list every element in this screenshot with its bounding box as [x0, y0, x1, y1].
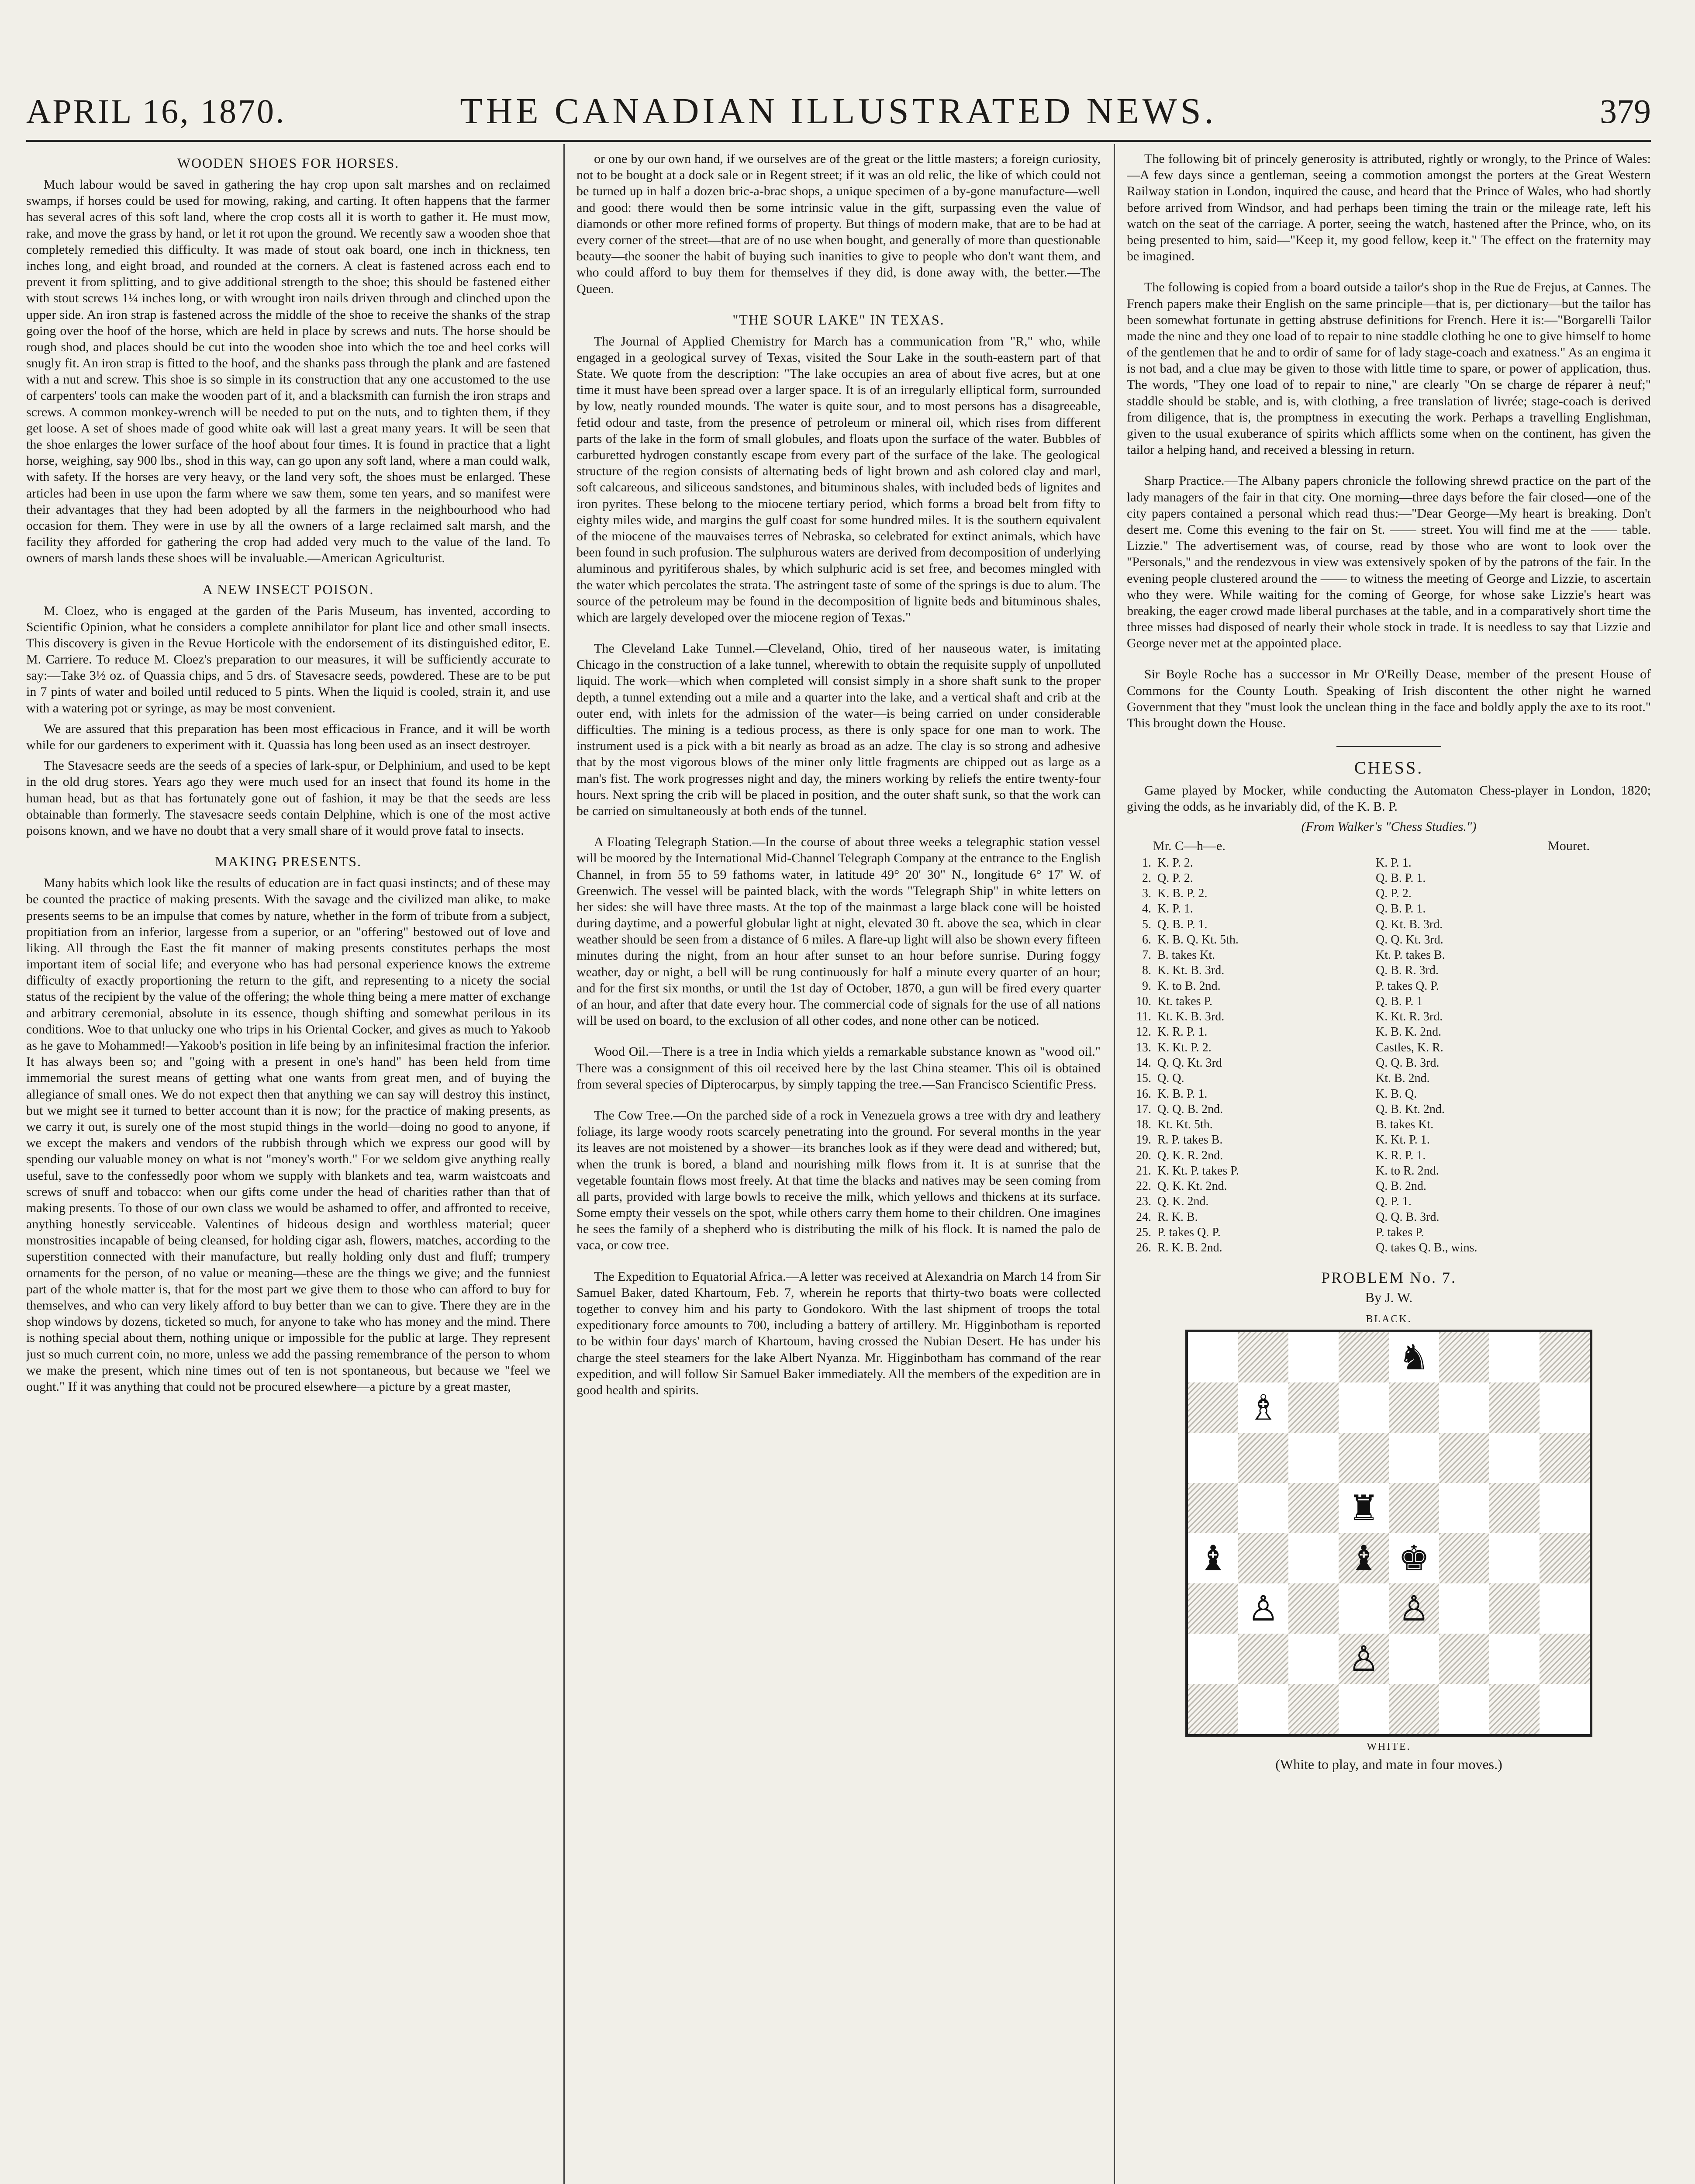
white-move: K. Kt. P. 2. [1157, 1040, 1212, 1054]
board-square [1188, 1332, 1238, 1382]
article-paragraph: The Stavesacre seeds are the seeds of a species of lark-spur, or Delphinium, and used to be kept in the old drug stores. Years ago they were much used for an insect that found its home in the human head, but as that has fortunately gone out of fashion, it may be that the seeds are less obtainable than formerly. The stavesacre seeds contain Delphine, which is one of the most active poisons known, and we have no doubt that a very small share of it would prove fatal to insects. [26, 758, 550, 838]
board-square [1389, 1433, 1439, 1483]
white-move: Q. B. P. 1. [1157, 917, 1208, 931]
white-move: K. B. P. 1. [1157, 1087, 1208, 1101]
move-row [1127, 1163, 1651, 1178]
black-move: K. B. Q. [1376, 1087, 1417, 1101]
article [577, 640, 1101, 819]
article-paragraph: The Cleveland Lake Tunnel.—Cleveland, Ohio, tired of her nauseous water, is imitating Chicago in the construction of a lake tunnel, wherewith to obtain the requisite supply of unpolluted liquid. The work—which when completed will consist simply in a shore shaft sunk to the proper depth, a tunnel extending out a mile and a quarter into the lake, and a vertical shaft and crib at the outer end, with inlets for the admission of the water—is being carried on under considerable difficulties. The mining is a tedious process, as there is only space for one man to work. The instrument used is a pick with a bit nearly as broad as an adze. The clay is so strong and adhesive that by the most vigorous blows of the miner only little fragments are chipped out as large as a man's fist. The work progresses night and day, the miners working by reliefs the entire twenty-four hours. Next spring the crib will be placed in position, and the outer shaft sunk, so that the work can be carried on simultaneously at both ends of the tunnel. [577, 641, 1101, 818]
move-row [1127, 871, 1651, 886]
board-square [1339, 1684, 1389, 1734]
black-move: Q. Q. B. 3rd. [1376, 1210, 1440, 1224]
white-move: P. takes Q. P. [1157, 1225, 1221, 1239]
move-number: 14. [1136, 1056, 1151, 1070]
board-square [1238, 1583, 1288, 1634]
board-square [1439, 1382, 1489, 1433]
moves-header [1127, 839, 1651, 854]
article [577, 312, 1101, 625]
chess-piece-icon: ♙ [1348, 1638, 1380, 1679]
white-move: K. P. 2. [1157, 856, 1193, 870]
move-number: 4. [1142, 902, 1151, 916]
black-move: Q. Q. B. 3rd. [1376, 1056, 1440, 1070]
article-paragraph: Sir Boyle Roche has a successor in Mr O'Reilly Dease, member of the present House of Commons for the County Louth. Speaking of Irish discontent the other night he warned Government that they "must look the unclean thing in the face and boldly apply the axe to its root." This brought down the House. [1127, 667, 1651, 730]
black-move: Q. B. R. 3rd. [1376, 964, 1439, 978]
article-paragraph: The Journal of Applied Chemistry for March has a communication from "R," who, while engaged in a geological survey of Texas, visited the Sour Lake in the south-eastern part of that State. We quote from the description: "The lake occupies an area of about five acres, but at one time it must have been spread over a larger space. It is of an irregularly elliptical form, surrounded by low, neatly rounded mounds. The water is quite sour, and to most persons has a disagreeable, fetid odour and taste, from the presence of petroleum or mineral oil, which rises from different parts of the lake in the form of small globules, and floats upon the surface of the water. Bubbles of carburetted hydrogen constantly escape from every part of the surface of the lake. The geological structure of the region consists of alternating beds of light brown and ash colored clay and marl, soft calcareous, and siliceous sandstones, and bituminous shales, with included beds of lignites and iron pyrites. These belong to the miocene tertiary period, which forms a broad belt from fifty to eighty miles wide, and margins the gulf coast for some hundred miles. It is the southern equivalent of the miocene of the mauvaises terres of Nebraska, so celebrated for extinct animals, which have been found in such profusion. The sulphurous waters are derived from decomposition of underlying aluminous and pyritiferous shales, by which sulphuric acid is set free, and becomes mingled with the water which percolates the strata. The astringent taste of some of the springs is due to alum. The source of the petroleum may be found in the decomposition of lignite beds and bituminous shales, which are largely developed over the miocene region of Texas." [577, 334, 1101, 625]
chess-piece-icon: ♙ [1398, 1588, 1430, 1629]
move-number: 8. [1142, 964, 1151, 978]
board-square [1540, 1382, 1590, 1433]
board-square [1339, 1433, 1389, 1483]
board-square [1389, 1483, 1439, 1533]
problem-author: By J. W. [1365, 1289, 1413, 1306]
white-move: K. Kt. B. 3rd. [1157, 964, 1225, 978]
chess-piece-icon: ♗ [1247, 1387, 1279, 1428]
article [1127, 473, 1651, 651]
article [577, 1107, 1101, 1254]
board-square [1489, 1332, 1540, 1382]
move-number: 26. [1136, 1241, 1151, 1255]
move-number: 11. [1136, 1010, 1151, 1024]
black-move: P. takes P. [1376, 1225, 1424, 1239]
board-square [1489, 1583, 1540, 1634]
move-row [1127, 1209, 1651, 1225]
move-row [1127, 994, 1651, 1009]
board-square [1389, 1583, 1439, 1634]
move-list [1127, 855, 1651, 1256]
move-number: 17. [1136, 1102, 1151, 1116]
article [26, 854, 550, 1395]
board-square [1439, 1684, 1489, 1734]
black-move: Q. Q. Kt. 3rd. [1376, 933, 1443, 947]
page-number: 379 [1600, 92, 1651, 130]
black-move: Q. B. 2nd. [1376, 1179, 1426, 1193]
article-paragraph: Wood Oil.—There is a tree in India which yields a remarkable substance known as "wood oil." There was a consignment of this oil received here by the last China steamer. This oil is obtained from several species of Dipterocarpus, by simply tapping the tree.—San Francisco Scientific Press. [577, 1044, 1101, 1092]
board-square [1238, 1382, 1288, 1433]
board-square [1339, 1483, 1389, 1533]
board-square [1389, 1533, 1439, 1583]
move-row [1127, 1148, 1651, 1163]
move-row [1127, 1240, 1651, 1255]
white-move: K. R. P. 1. [1157, 1025, 1208, 1039]
move-row [1127, 1132, 1651, 1147]
problem-title: PROBLEM No. 7. [1321, 1269, 1457, 1287]
move-number: 10. [1136, 994, 1151, 1008]
column-1 [26, 151, 550, 2184]
article [1127, 279, 1651, 458]
board-square [1339, 1382, 1389, 1433]
article [577, 1044, 1101, 1092]
black-move: Q. B. P. 1. [1376, 902, 1426, 916]
white-move: K. to B. 2nd. [1157, 979, 1221, 993]
move-row [1127, 901, 1651, 916]
board-square [1339, 1332, 1389, 1382]
problem-section [1127, 1268, 1651, 1773]
board-square [1540, 1533, 1590, 1583]
board-square [1188, 1583, 1238, 1634]
white-move: Q. Q. Kt. 3rd [1157, 1056, 1222, 1070]
chess-intro: Game played by Mocker, while conducting the Automaton Chess-player in London, 1820; giving the odds, as he invariably did, of the K. B. P. [1127, 783, 1651, 814]
move-number: 7. [1142, 948, 1151, 962]
move-number: 22. [1136, 1179, 1151, 1193]
board-square [1489, 1684, 1540, 1734]
white-move: Kt. K. B. 3rd. [1157, 1010, 1225, 1024]
board-square [1288, 1382, 1339, 1433]
article [577, 151, 1101, 297]
move-row [1127, 1024, 1651, 1040]
board-square [1439, 1634, 1489, 1684]
chess-section [1127, 757, 1651, 1255]
article [577, 1268, 1101, 1399]
white-label: WHITE. [1367, 1741, 1411, 1753]
chess-piece-icon: ♝ [1197, 1538, 1229, 1579]
board-square [1389, 1382, 1439, 1433]
move-number: 13. [1136, 1040, 1151, 1054]
black-move: Q. takes Q. B., wins. [1376, 1241, 1478, 1255]
move-number: 1. [1142, 856, 1151, 870]
newspaper-title: THE CANADIAN ILLUSTRATED NEWS. [460, 91, 1217, 131]
move-row [1127, 963, 1651, 978]
article-paragraph: Sharp Practice.—The Albany papers chronicle the following shrewd practice on the part of the lady managers of the fair in that city. One morning—three days before the fair closed—one of the city papers contained a personal which read thus:—"Dear George—My heart is breaking. Don't desert me. Come this evening to the fair on St. —— street. You will find me at the —— table. Lizzie." The advertisement was, of course, read by those who are wont to look over the "Personals," and the rendezvous in view was extensively spoken of by the patrons of the fair. In the evening people clustered around the —— to witness the meeting of George and Lizzie, to ascertain who they were. While waiting for the coming of George, for whose sake Lizzie's heart was breaking, the eager crowd made liberal purchases at the table, and in a comparatively short time the three misses had disposed of nearly their whole stock in trade. It is needless to say that Lizzie and George never met at the appointed place. [1127, 473, 1651, 651]
column-divider [563, 144, 565, 2184]
article [1127, 666, 1651, 731]
article-headline: "THE SOUR LAKE" IN TEXAS. [732, 311, 945, 328]
masthead-rule [26, 140, 1651, 142]
white-move: Q. K. Kt. 2nd. [1157, 1179, 1227, 1193]
black-move: K. Kt. P. 1. [1376, 1133, 1430, 1147]
article-paragraph: The following is copied from a board outside a tailor's shop in the Rue de Frejus, at Cannes. The French papers make their English on the same principle—that is, per dictionary—but the tailor has been somewhat fortunate in getting abstruse definitions for French. Here it is:—"Borgarelli Tailor made the nine and they one load of to repair to nine staddle clothing he one to give himself to home of the gentlemen that he and to ordir of same for of lady stage-coach and exatness." As an engima it is not bad, and a clue may be given to those with little time to spare, or power of application, thus. The words, "They one load of to repair to nine," are clearly "On se charge de réparer à neuf;" staddle should be stable, and is, with clothing, a free translation of livrée; stage-coach is derived from diligence, that is, the promptness in executing the work. Perhaps a travelling Englishman, given to the usual exuberance of spirits which afflicts some when on the continent, has given the tailor a helping hand, and received a blessing in return. [1127, 280, 1651, 457]
board-square [1540, 1332, 1590, 1382]
article-paragraph: The Expedition to Equatorial Africa.—A letter was received at Alexandria on March 14 from Sir Samuel Baker, dated Khartoum, Feb. 7, wherein he reports that thirty-two boats were collected together to convey him and his party to Gondokoro. With the last shipment of troops the total expeditionary force amounts to 700, including a battery of artillery. Mr. Higginbotham is reported to be within four days' march of Khartoum, having crossed the Nubian Desert. He has under his charge the steel steamers for the lake Albert Nyanza. Mr. Higginbotham has command of the rear expedition, and will follow Sir Samuel Baker immediately. All the members of the expedition are in good health and spirits. [577, 1269, 1101, 1397]
black-move: Castles, K. R. [1376, 1040, 1443, 1054]
board-square [1288, 1433, 1339, 1483]
white-move: K. B. Q. Kt. 5th. [1157, 933, 1239, 947]
article [26, 581, 550, 839]
move-row [1127, 978, 1651, 994]
board-square [1439, 1533, 1489, 1583]
black-move: Q. B. P. 1 [1376, 994, 1423, 1008]
move-row [1127, 1194, 1651, 1209]
masthead [26, 83, 1651, 149]
white-move: R. P. takes B. [1157, 1133, 1223, 1147]
board-square [1489, 1483, 1540, 1533]
board-square [1288, 1533, 1339, 1583]
board-square [1339, 1583, 1389, 1634]
board-square [1389, 1684, 1439, 1734]
article-paragraph: We are assured that this preparation has been most efficacious in France, and it will be worth while for our gardeners to experiment with it. Quassia has long been used as an insect destroyer. [26, 721, 550, 752]
chess-board [1185, 1330, 1592, 1737]
section-separator [1336, 746, 1441, 747]
article-paragraph: The following bit of princely generosity is attributed, rightly or wrongly, to the Prince of Wales:—A few days since a gentleman, seeing a commotion amongst the porters at the Great Western Railway station in London, inquired the cause, and heard that the Prince of Wales, who had shortly before arrived from Windsor, and had perhaps been timing the train or the mileage rate, left his watch on the seat of the carriage. A porter, seeing the watch, hastened after the Prince, who, on its being presented to him, said—"Keep it, my good fellow, keep it." The effect on the fraternity may be imagined. [1127, 152, 1651, 264]
chess-source: (From Walker's "Chess Studies.") [1301, 819, 1477, 834]
black-move: Kt. B. 2nd. [1376, 1071, 1430, 1085]
chess-piece-icon: ♝ [1348, 1538, 1380, 1579]
move-row [1127, 1009, 1651, 1024]
board-square [1439, 1332, 1489, 1382]
white-move: Kt. Kt. 5th. [1157, 1118, 1213, 1132]
article-headline: A NEW INSECT POISON. [202, 581, 374, 597]
black-move: Q. Kt. B. 3rd. [1376, 917, 1443, 931]
black-player: Mouret. [1548, 838, 1590, 853]
article-paragraph: or one by our own hand, if we ourselves are of the great or the little masters; a foreign curiosity, not to be bought at a dock sale or in Regent street; if it was an old relic, the like of which could not be turned up in half a dozen bric-a-brac shops, a unique specimen of a by-gone manufacture—well and good: there would then be some intrinsic value in the gift, surpassing even the value of diamonds or other more refined forms of property. But things of modern make, that are to be had at every corner of the street—that are of no use when bought, and generally of more than questionable beauty—the sooner the habit of buying such inanities to give to people who don't want them, and who could afford to buy them for themselves if they did, is done away with, the better.—The Queen. [577, 152, 1101, 296]
board-square [1288, 1332, 1339, 1382]
move-row [1127, 1102, 1651, 1117]
board-square [1238, 1684, 1288, 1734]
article-paragraph: A Floating Telegraph Station.—In the course of about three weeks a telegraphic station vessel will be moored by the International Mid-Channel Telegraph Company at the entrance to the English Channel, in from 55 to 59 fathoms water, in latitude 49° 20' 30" N., longitude 6° 17' W. of Greenwich. The vessel will be painted black, with the words "Telegraph Ship" in white letters on her sides: she will have three masts. At the top of the mainmast a large black cone will be hoisted during daytime, and a powerful globular light at night, elevated 30 ft. above the sea, which in clear weather should be seen from a distance of 6 miles. A flare-up light will also be shown every fifteen minutes during the night, from an hour after sunset to an hour before sunrise. During foggy weather, day or night, a bell will be rung continuously for half a minute every quarter of an hour; and for the first six months, or until the 1st day of October, 1870, a gun will be fired every quarter of an hour, and after that date every hour. The commercial code of signals for the use of all nations will be used on board, to the exclusion of all other codes, and none other can be noticed. [577, 835, 1101, 1028]
board-square [1238, 1533, 1288, 1583]
move-row [1127, 1117, 1651, 1132]
board-square [1339, 1533, 1389, 1583]
white-player: Mr. C—h—e. [1153, 838, 1226, 853]
move-row [1127, 1086, 1651, 1102]
black-move: B. takes Kt. [1376, 1118, 1434, 1132]
black-move: K. to R. 2nd. [1376, 1164, 1439, 1178]
white-move: Q. K. R. 2nd. [1157, 1148, 1223, 1162]
move-row [1127, 855, 1651, 871]
column-2 [577, 151, 1101, 2184]
move-number: 12. [1136, 1025, 1151, 1039]
move-number: 25. [1136, 1225, 1151, 1239]
board-square [1238, 1332, 1288, 1382]
black-label: BLACK. [1366, 1313, 1412, 1325]
board-square [1489, 1433, 1540, 1483]
board-square [1439, 1433, 1489, 1483]
move-row [1127, 1178, 1651, 1194]
move-number: 15. [1136, 1071, 1151, 1085]
board-square [1389, 1332, 1439, 1382]
white-move: Q. Q. B. 2nd. [1157, 1102, 1223, 1116]
article [1127, 151, 1651, 264]
article-headline: WOODEN SHOES FOR HORSES. [177, 155, 400, 171]
white-move: Q. P. 2. [1157, 871, 1193, 885]
board-square [1439, 1483, 1489, 1533]
white-move: K. B. P. 2. [1157, 887, 1208, 901]
board-square [1288, 1684, 1339, 1734]
black-move: K. P. 1. [1376, 856, 1412, 870]
white-move: R. K. B. 2nd. [1157, 1241, 1222, 1255]
move-number: 5. [1142, 917, 1151, 931]
white-move: R. K. B. [1157, 1210, 1198, 1224]
move-number: 2. [1142, 871, 1151, 885]
board-square [1540, 1634, 1590, 1684]
black-move: K. Kt. R. 3rd. [1376, 1010, 1443, 1024]
board-square [1540, 1684, 1590, 1734]
black-move: Q. P. 1. [1376, 1195, 1412, 1209]
board-square [1489, 1634, 1540, 1684]
white-move: Q. Q. [1157, 1071, 1184, 1085]
board-square [1540, 1583, 1590, 1634]
move-number: 23. [1136, 1195, 1151, 1209]
issue-date: APRIL 16, 1870. [26, 92, 286, 130]
board-square [1489, 1533, 1540, 1583]
move-number: 6. [1142, 933, 1151, 947]
board-square [1238, 1433, 1288, 1483]
white-move: K. P. 1. [1157, 902, 1193, 916]
white-move: K. Kt. P. takes P. [1157, 1164, 1239, 1178]
move-number: 19. [1136, 1133, 1151, 1147]
move-number: 24. [1136, 1210, 1151, 1224]
board-square [1188, 1684, 1238, 1734]
black-move: Q. B. P. 1. [1376, 871, 1426, 885]
black-move: Kt. P. takes B. [1376, 948, 1445, 962]
move-row [1127, 1055, 1651, 1071]
board-square [1288, 1634, 1339, 1684]
move-row [1127, 947, 1651, 963]
white-move: Kt. takes P. [1157, 994, 1212, 1008]
black-move: Q. P. 2. [1376, 887, 1412, 901]
article [26, 155, 550, 567]
article-paragraph: Much labour would be saved in gathering the hay crop upon salt marshes and on reclaimed swamps, if horses could be used for mowing, raking, and carting. It often happens that the farmer has several acres of this soft land, where the crop costs all it is worth to gather it. He must mow, rake, and move the grass by hand, or let it rot upon the ground. We recently saw a wooden shoe that completely remedied this difficulty. It was made of stout oak board, one inch in thickness, ten inches long, and eight broad, and rounded at the corners. A cleat is fastened across each end to prevent it from splitting, and to give additional strength to the shoe; this should be fastened either with stout screws 1¼ inches long, or with wrought iron nails driven through and clinched upon the upper side. An iron strap is fastened across the middle of the shoe to receive the shanks of the strap going over the hoof of the horse, which are held in place by screws and nuts. The horse should be rough shod, and places should be cut into the wooden shoe into which the toe and heel corks will snugly fit. An iron strap is fitted to the hoof, and the shanks pass through the plank and are fastened with a nut and screw. This shoe is so simple in its construction that any one accustomed to the use of carpenters' tools can make the wooden part of it, and a blacksmith can furnish the iron straps and screws. A common monkey-wrench will be needed to put on the nuts, and to tighten them, if they get loose. A set of shoes made of good white oak will last a great many years. It will be seen that the shoe enlarges the lower surface of the hoof about four times. It is found in practice that a light horse, weighing, say 900 lbs., shod in this way, can go upon any soft land, where a man could walk, with safety. If the horses are very heavy, or the land very soft, the shoes must be enlarged. These articles had been in use upon the farm where we saw them, some ten years, and so manifest were their advantages that they had been adopted by all the farmers in the neighbourhood who had occasion for them. They were in use by all the owners of a large reclaimed salt marsh, and the facility they afforded for gathering the crop had added very much to the value of the land. To owners of marsh lands these shoes will be invaluable.—American Agriculturist. [26, 177, 550, 566]
move-row [1127, 1225, 1651, 1240]
move-row [1127, 1040, 1651, 1055]
article-paragraph: M. Cloez, who is engaged at the garden of the Paris Museum, has invented, according to Scientific Opinion, what he considers a complete annihilator for plant lice and other small insects. This discovery is given in the Revue Horticole with the endorsement of its distinguished editor, E. M. Carriere. To reduce M. Cloez's preparation to our measures, it will be sufficiently accurate to say:—Take 3½ oz. of Quassia chips, and 5 drs. of Stavesacre seeds, powdered. These are to be put in 7 pints of water and boiled until reduced to 5 pints. When the liquid is cooled, strain it, and use with a watering pot or syringe, as may be most convenient. [26, 603, 550, 715]
board-square [1188, 1433, 1238, 1483]
chess-title: CHESS. [1354, 758, 1424, 778]
white-move: B. takes Kt. [1157, 948, 1215, 962]
board-square [1188, 1634, 1238, 1684]
board-square [1188, 1483, 1238, 1533]
article-paragraph: Many habits which look like the results of education are in fact quasi instincts; and of these may be counted the practice of making presents. With the savage and the civilized man alike, to make presents seems to be an impulse that comes by nature, whether in the form of tribute from a subject, propitiation from an inferior, largesse from a superior, or an "offering" bestowed out of love and liking. All through the East the fit manner of making presents constitutes perhaps the most important item of social life; and everyone who has had personal experience knows the extreme difficulty of exactly proportioning the return to the gift, and representing to a nicety the social status of the recipient by the value of the offering; the whole thing being a mere matter of exchange and arbitrary ceremonial, absolute in its essence, though shifting and somewhat perilous in its conditions. Woe to that unlucky one who trips in his Oriental Cocker, and gives as much to Yakoob as he gave to Mohammed!—Yakoob's position in life being by an infinitesimal fraction the inferior. It has always been so; and "going with a present in one's hand" has been held from time immemorial the surest means of getting what one wants from great men, and of buying the allegiance of small ones. We do not expect then that anything we can say will destroy this instinct, but we might see it turned to better account than it is now; for the practice of making presents, as we carry it out, is surely one of the most stupid things in the world—doing no good to anyone, if we except the makers and vendors of the rubbish through which we express our good will by spending our valuable money on what is not "money's worth." For we seldom give anything really useful, save to the confessedly poor whom we supply with blankets and tea, warm waistcoats and screws of snuff and tobacco: when our gifts come under the head of charities rather than that of making presents. To those of our own class we would be ashamed to offer, and affronted to receive, anything honestly serviceable. Valentines of hideous design and worthless material; queer monstrosities incapable of being cleansed, for holding cigar ash, flowers, matches, according to the superstition connected with their manufacture, but really holding only dust and fluff; trumpery ornaments for the person, of no value or meaning—these are the things we give; and the funniest part of the whole matter is, that for the most part we give them to those who can afford to buy for themselves, and who can very likely afford to buy better than we can to give. There they are in the shop windows by dozens, ticketed so much, for anyone to take who has money and the mind. There is nothing special about them, nothing unique or impossible for the public at large. They represent just so much current coin, no more, unless we add the passing remembrance of the person to whom we make the present, which nine times out of ten is not spontaneous, but because we "feel we ought." If it was anything that could not be procured elsewhere—a picture by a great master, [26, 876, 550, 1394]
column-divider [1114, 144, 1115, 2184]
board-square [1288, 1583, 1339, 1634]
black-move: K. R. P. 1. [1376, 1148, 1426, 1162]
chess-piece-icon: ♚ [1398, 1538, 1430, 1579]
move-number: 20. [1136, 1148, 1151, 1162]
board-square [1188, 1533, 1238, 1583]
chess-piece-icon: ♞ [1398, 1337, 1430, 1378]
move-row [1127, 886, 1651, 901]
board-square [1540, 1483, 1590, 1533]
board-square [1238, 1483, 1288, 1533]
move-number: 16. [1136, 1087, 1151, 1101]
move-row [1127, 932, 1651, 947]
column-3 [1127, 151, 1651, 2184]
move-number: 18. [1136, 1118, 1151, 1132]
white-move: Q. K. 2nd. [1157, 1195, 1209, 1209]
move-row [1127, 1071, 1651, 1086]
board-square [1540, 1433, 1590, 1483]
move-row [1127, 917, 1651, 932]
board-square [1339, 1634, 1389, 1684]
board-square [1439, 1583, 1489, 1634]
column-3-articles [1127, 151, 1651, 731]
board-square [1389, 1634, 1439, 1684]
move-number: 3. [1142, 887, 1151, 901]
black-move: K. B. K. 2nd. [1376, 1025, 1442, 1039]
black-move: P. takes Q. P. [1376, 979, 1439, 993]
chess-piece-icon: ♙ [1247, 1588, 1279, 1629]
board-square [1288, 1483, 1339, 1533]
article-headline: MAKING PRESENTS. [214, 854, 362, 870]
article-paragraph: The Cow Tree.—On the parched side of a rock in Venezuela grows a tree with dry and leathery foliage, its large woody roots scarcely penetrating into the ground. For several months in the year its leaves are not moistened by a shower—its branches look as if they were dead and withered; but, when the trunk is bored, a bland and nourishing milk flows from it. It is at sunrise that the vegetable fountain flows most freely. At that time the blacks and natives may be seen coming from all parts, provided with large bowls to receive the milk, which yellows and thickens at its surface. Some empty their vessels on the spot, while others carry them home to their children. One imagines he sees the family of a shepherd who is distributing the milk of his flock. It is named the palo de vaca, or cow tree. [577, 1108, 1101, 1253]
board-square [1188, 1382, 1238, 1433]
black-move: Q. B. Kt. 2nd. [1376, 1102, 1445, 1116]
move-number: 9. [1142, 979, 1151, 993]
move-number: 21. [1136, 1164, 1151, 1178]
problem-caption: (White to play, and mate in four moves.) [1275, 1756, 1502, 1773]
board-square [1489, 1382, 1540, 1433]
chess-piece-icon: ♜ [1348, 1488, 1380, 1529]
article [577, 834, 1101, 1029]
board-square [1238, 1634, 1288, 1684]
